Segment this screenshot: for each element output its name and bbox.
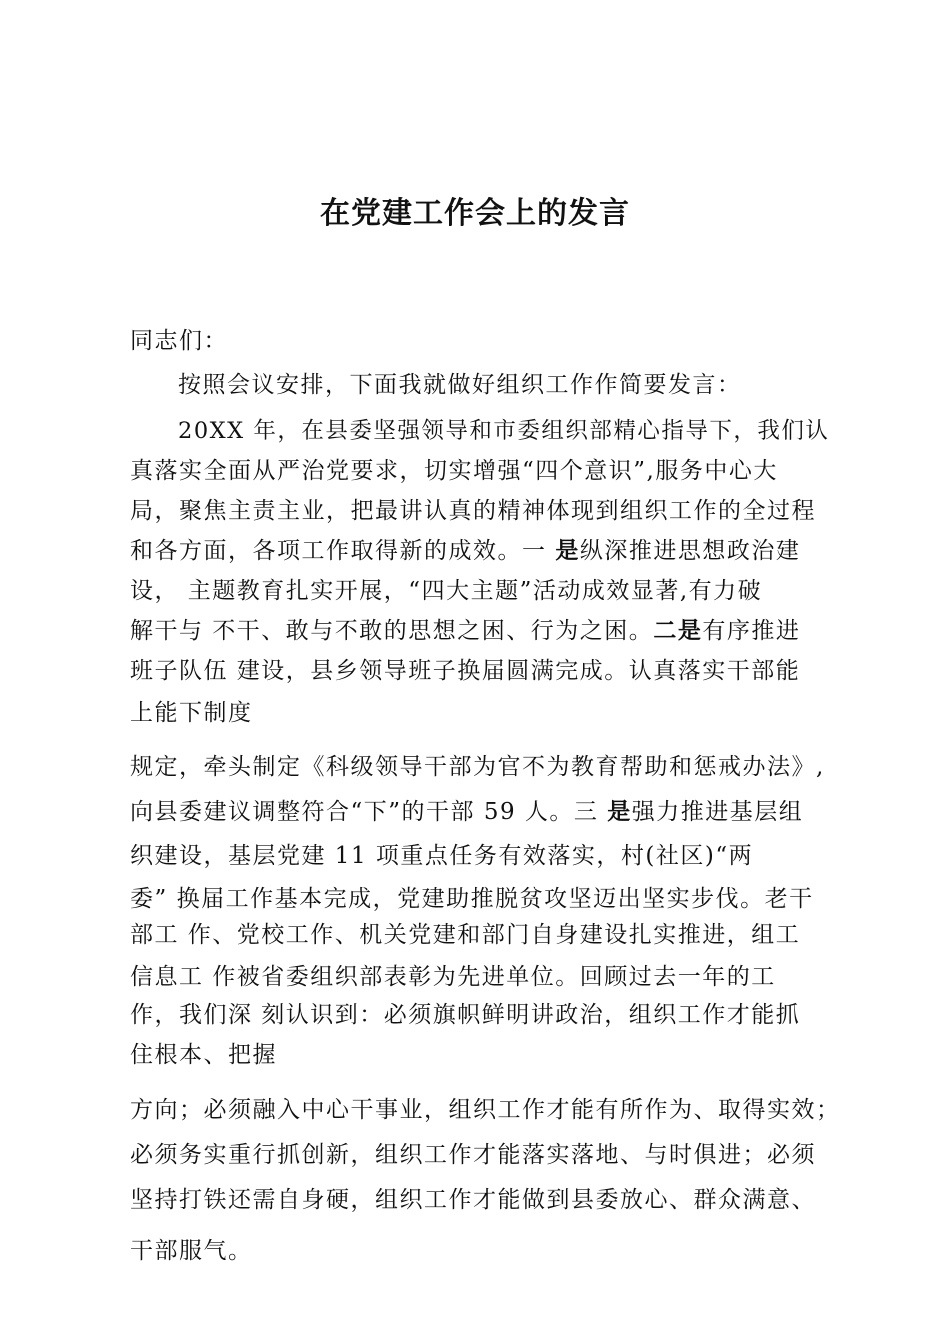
paragraph-1-line-2: 真落实全面从严治党要求，切实增强“四个意识”,服务中心大 [130,458,778,484]
paragraph-1-line-8: 上能下制度 [130,700,253,726]
text-segment: 向县委建议调整符合“下”的干部 59 人。三 [130,799,608,825]
paragraph-1-line-1: 20XX 年，在县委坚强领导和市委组织部精心指导下，我们认 [178,418,830,444]
paragraph-3-line-1: 方向；必须融入中心干事业，组织工作才能有所作为、取得实效； [130,1097,841,1123]
intro-line: 按照会议安排，下面我就做好组织工作作简要发言： [178,372,742,398]
paragraph-1-line-3: 局，聚焦主责主业，把最讲认真的精神体现到组织工作的全过程 [130,498,816,524]
paragraph-2-line-3: 织建设，基层党建 11 项重点任务有效落实，村(社区)“两 [130,843,754,869]
text-segment: 纵深推进思想政治建 [579,538,801,564]
text-segment: 解干与 不干、敢与不敢的思想之困、行为之困。 [130,618,654,644]
bold-marker: 是 [555,538,580,564]
paragraph-2-line-4: 委” 换届工作基本完成，党建助推脱贫攻坚迈出坚实步伐。老干 [130,886,814,912]
paragraph-2-line-5: 部工 作、党校工作、机关党建和部门自身建设扎实推进，组工 [130,922,801,948]
text-segment: 和各方面，各项工作取得新的成效。一 [130,538,556,564]
paragraph-3-line-4: 干部服气。 [130,1238,253,1264]
document-title: 在党建工作会上的发言 [320,196,630,231]
paragraph-1-line-7: 班子队伍 建设，县乡领导班子换届圆满完成。认真落实干部能 [130,658,801,684]
bold-marker: 是 [607,799,632,825]
text-segment: 有序推进 [702,618,801,644]
paragraph-3-line-3: 坚持打铁还需自身硬，组织工作才能做到县委放心、群众满意、 [130,1187,816,1213]
paragraph-2-line-7: 作，我们深 刻认识到：必须旗帜鲜明讲政治，组织工作才能抓 [130,1002,801,1028]
paragraph-2-line-8: 住根本、把握 [130,1042,277,1068]
text-segment: 强力推进基层组 [631,799,804,825]
paragraph-2-line-6: 信息工 作被省委组织部表彰为先进单位。回顾过去一年的工 [130,964,776,990]
bold-marker: 二是 [653,618,703,644]
paragraph-1-line-4 [130,536,800,566]
paragraph-2-line-2 [130,797,803,827]
paragraph-3-line-2: 必须务实重行抓创新，组织工作才能落实落地、与时俱进；必须 [130,1142,816,1168]
paragraph-2-line-1: 规定，牵头制定《科级领导干部为官不为教育帮助和惩戒办法》, [130,754,825,780]
paragraph-1-line-5: 设， 主题教育扎实开展，“四大主题”活动成效显著,有力破 [130,578,763,604]
paragraph-1-line-6 [130,616,800,646]
salutation: 同志们： [130,328,228,354]
